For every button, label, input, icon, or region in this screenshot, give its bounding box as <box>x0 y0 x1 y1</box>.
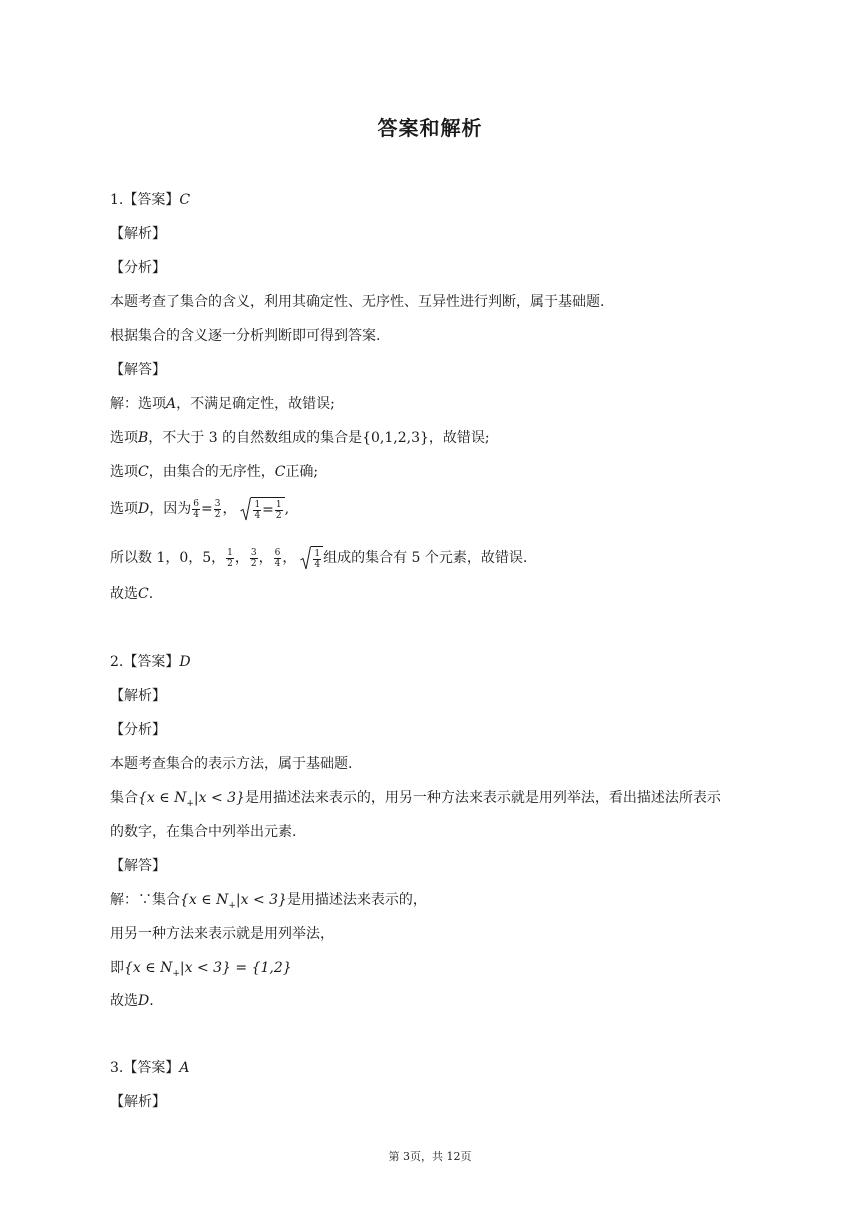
q2-answer-heading: 2.【答案】 <box>110 654 180 670</box>
numerator: 1 <box>275 499 282 510</box>
q3-answer-heading: 3.【答案】 <box>110 1060 180 1076</box>
text: 所以数 1，0，5， <box>110 550 226 566</box>
text: ，不大于 3 的自然数组成的集合是 <box>148 430 363 446</box>
math-var: D <box>138 501 150 517</box>
text: ，故错误; <box>428 430 490 446</box>
text: 故选 <box>110 993 138 1009</box>
text: ， <box>258 550 273 566</box>
math-subscript: + <box>186 798 194 809</box>
q1-analysis-line-2: 根据集合的含义逐一分析判断即可得到答案. <box>110 328 381 344</box>
fraction <box>274 548 282 569</box>
q2-analysis-line-2 <box>110 788 721 814</box>
text: 是用描述法来表示的，用另一种方法来表示就是用列举法，看出描述法所表示 <box>244 790 721 806</box>
q1-answer-value: C <box>179 192 191 208</box>
text: 集合 <box>110 790 138 806</box>
math-var: D <box>138 993 150 1009</box>
fraction <box>192 499 200 520</box>
q1-analysis-line-1: 本题考查了集合的含义，利用其确定性、无序性、互异性进行判断，属于基础题. <box>110 294 605 310</box>
denominator: 4 <box>254 510 261 521</box>
text: ， <box>234 550 249 566</box>
q1-jieda-heading: 【解答】 <box>110 362 166 378</box>
fraction <box>313 549 321 570</box>
text: 是用描述法来表示的， <box>286 892 427 908</box>
math-var: C <box>138 464 149 480</box>
text: , <box>284 501 290 517</box>
math-set: |x < 3} = {1,2} <box>179 960 292 976</box>
math-set: {x ∈ N <box>180 892 229 908</box>
text: ， <box>222 501 237 517</box>
text: 选项 <box>110 430 138 446</box>
q2-jiexi-heading: 【解析】 <box>110 688 166 704</box>
q1-answer-heading: 1.【答案】 <box>110 192 180 208</box>
text: 解：选项 <box>110 396 166 412</box>
text: 正确; <box>285 464 319 480</box>
q2-fenxi-heading: 【分析】 <box>110 722 166 738</box>
sqrt-expression <box>300 546 323 570</box>
q3-answer-value: A <box>179 1060 190 1076</box>
text: ，不满足确定性，故错误; <box>176 396 335 412</box>
denominator: 2 <box>227 558 233 569</box>
math-var: C <box>274 464 286 480</box>
numerator: 1 <box>314 548 321 559</box>
q1-answer-line <box>110 190 190 210</box>
text: 故选 <box>110 586 138 602</box>
text: . <box>148 586 154 602</box>
q2-analysis-line-1: 本题考查集合的表示方法，属于基础题. <box>110 756 353 772</box>
text: 选项 <box>110 464 138 480</box>
text: 解：∵集合 <box>110 892 180 908</box>
denominator: 2 <box>250 558 257 569</box>
text: 选项 <box>110 501 138 517</box>
numerator: 6 <box>193 498 199 509</box>
q1-solution-line-3 <box>110 462 318 482</box>
q3-answer-line <box>110 1058 189 1078</box>
text: ， <box>282 550 297 566</box>
q1-solution-line-1 <box>110 394 335 414</box>
numerator: 1 <box>227 547 233 558</box>
fraction <box>226 548 234 569</box>
math-set: {x ∈ N <box>124 960 173 976</box>
fraction <box>250 548 258 569</box>
math-var: B <box>138 430 149 446</box>
fraction <box>275 500 283 521</box>
denominator: 4 <box>193 509 199 520</box>
page-footer: 第 3页，共 12页 <box>388 1150 472 1163</box>
denominator: 4 <box>314 559 321 570</box>
math-set: {0,1,2,3} <box>362 430 429 446</box>
denominator: 4 <box>274 558 281 569</box>
sqrt-expression <box>240 497 284 521</box>
math-subscript: + <box>172 968 180 979</box>
q2-jieda-heading: 【解答】 <box>110 858 166 874</box>
q2-answer-line <box>110 652 191 672</box>
math-set: |x < 3} <box>235 892 287 908</box>
numerator: 3 <box>214 498 221 509</box>
radical-sign-icon <box>240 497 251 521</box>
numerator: 6 <box>274 547 281 558</box>
q2-answer-value: D <box>179 654 191 670</box>
denominator: 2 <box>275 510 282 521</box>
text: 即 <box>110 960 124 976</box>
equals-sign: = <box>200 501 213 517</box>
page-title: 答案和解析 <box>377 116 483 140</box>
q2-analysis-line-3: 的数字，在集合中列举出元素. <box>110 824 297 840</box>
fraction <box>253 500 261 521</box>
text: 组成的集合有 5 个元素，故错误. <box>323 550 528 566</box>
q1-jiexi-heading: 【解析】 <box>110 226 166 242</box>
math-set: |x < 3} <box>193 790 245 806</box>
radical-sign-icon <box>300 546 311 570</box>
numerator: 1 <box>254 499 261 510</box>
text: . <box>149 993 154 1009</box>
q1-solution-line-2 <box>110 428 490 448</box>
q1-fenxi-heading: 【分析】 <box>110 260 166 276</box>
q2-solution-line-2: 用另一种方法来表示就是用列举法， <box>110 926 334 942</box>
q1-solution-line-6 <box>110 584 153 604</box>
q2-solution-line-3 <box>110 958 292 984</box>
q2-solution-line-4 <box>110 991 154 1011</box>
denominator: 2 <box>214 509 221 520</box>
q2-solution-line-1 <box>110 890 427 916</box>
math-var: C <box>138 586 149 602</box>
numerator: 3 <box>250 547 257 558</box>
text: ，因为 <box>149 501 192 517</box>
q1-solution-line-4 <box>110 497 289 521</box>
equals-sign: = <box>262 502 274 518</box>
math-var: A <box>166 396 177 412</box>
text: ，由集合的无序性， <box>148 464 275 480</box>
q3-jiexi-heading: 【解析】 <box>110 1094 166 1110</box>
math-subscript: + <box>228 900 236 911</box>
q1-solution-line-5 <box>110 546 527 570</box>
fraction <box>214 499 222 520</box>
math-set: {x ∈ N <box>138 790 187 806</box>
